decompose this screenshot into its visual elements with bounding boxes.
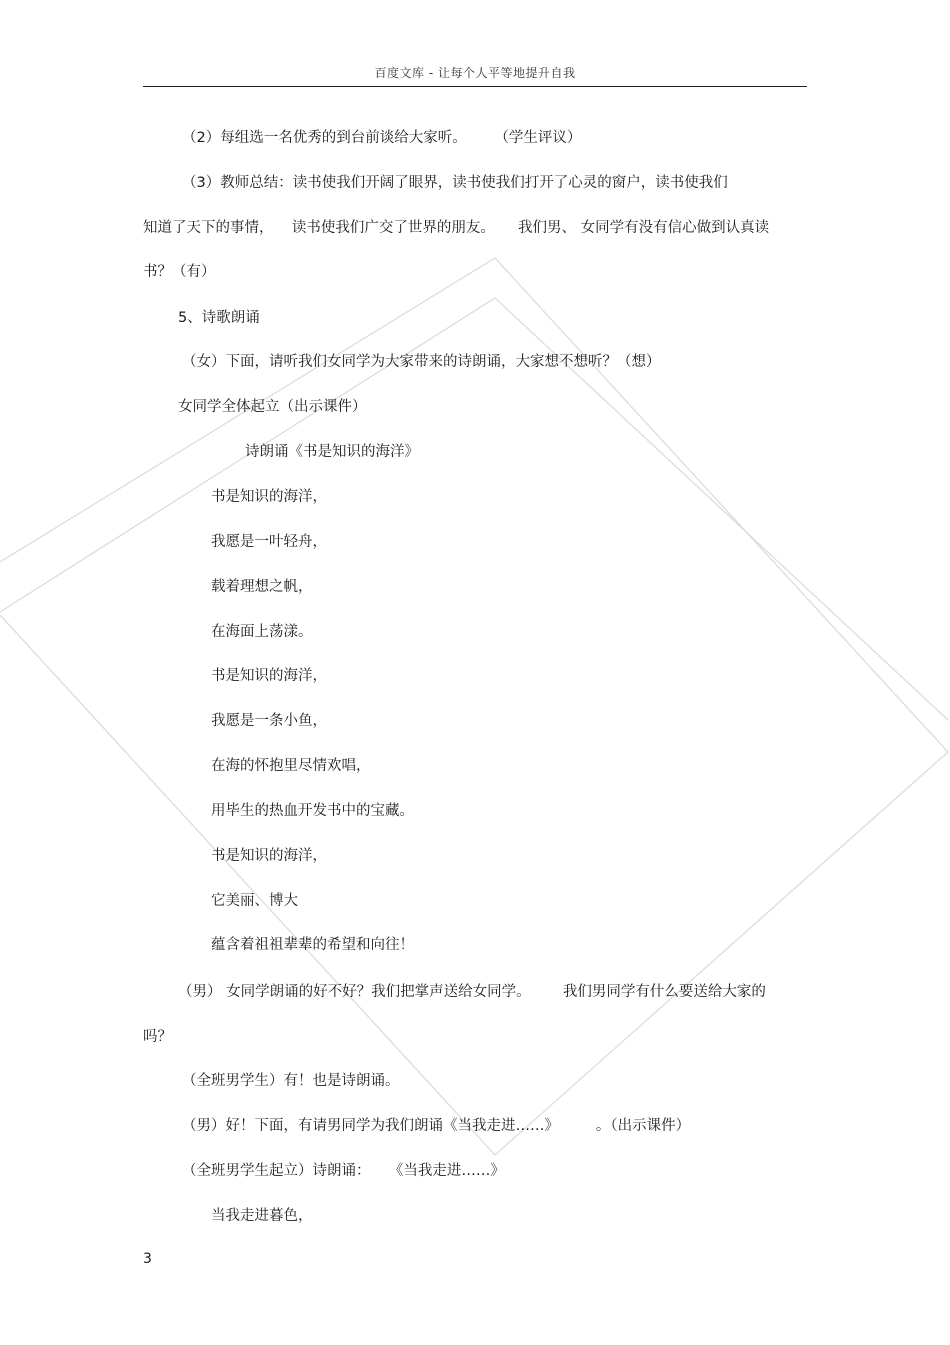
paragraph-group-talk: （2）每组选一名优秀的到台前谈给大家听。 （学生评议） — [182, 130, 582, 146]
poem-line: 书是知识的海洋， — [211, 848, 327, 864]
paragraph-boys-line-2: 吗？ — [143, 1029, 172, 1045]
paragraph-boys-intro: （男）好！下面，有请男同学为我们朗诵《当我走进……》 。（出示课件） — [182, 1118, 691, 1134]
poem-line: 载着理想之帆， — [211, 579, 313, 595]
poem-line: 在海的怀抱里尽情欢唱， — [211, 758, 371, 774]
paragraph-girls-intro: （女）下面，请听我们女同学为大家带来的诗朗诵，大家想不想听？（想） — [182, 354, 661, 370]
paragraph-girls-stand: 女同学全体起立（出示课件） — [178, 399, 367, 415]
header-rule — [143, 86, 807, 87]
poem-line: 书是知识的海洋， — [211, 489, 327, 505]
poem-line: 它美丽、博大 — [211, 893, 298, 909]
poem-line: 我愿是一叶轻舟， — [211, 534, 327, 550]
page-number: 3 — [143, 1251, 152, 1267]
poem2-first-line: 当我走进暮色， — [211, 1208, 313, 1224]
paragraph-boys-reply: （全班男学生）有！也是诗朗诵。 — [182, 1073, 400, 1089]
section-heading-poetry: 5、诗歌朗诵 — [178, 310, 260, 326]
poem-line: 书是知识的海洋， — [211, 668, 327, 684]
page-header: 百度文库 - 让每个人平等地提升自我 — [374, 66, 576, 80]
poem-line: 在海面上荡漾。 — [211, 624, 313, 640]
poem-line: 蕴含着祖祖辈辈的希望和向往！ — [211, 937, 414, 953]
paragraph-summary-line-1: （3）教师总结：读书使我们开阔了眼界，读书使我们打开了心灵的窗户，读书使我们 — [182, 175, 728, 191]
poem-line: 用毕生的热血开发书中的宝藏。 — [211, 803, 414, 819]
paragraph-boys-line-1: （男） 女同学朗诵的好不好？我们把掌声送给女同学。 我们男同学有什么要送给大家的 — [178, 984, 766, 1000]
paragraph-summary-line-2: 知道了天下的事情， 读书使我们广交了世界的朋友。 我们男、 女同学有没有信心做到认真读 — [143, 220, 770, 236]
paragraph-summary-line-3: 书？（有） — [143, 264, 216, 280]
poem-title-sea-of-knowledge: 诗朗诵《书是知识的海洋》 — [245, 444, 419, 460]
paragraph-boys-stand: （全班男学生起立）诗朗诵： 《当我走进……》 — [182, 1163, 505, 1179]
poem-line: 我愿是一条小鱼， — [211, 713, 327, 729]
